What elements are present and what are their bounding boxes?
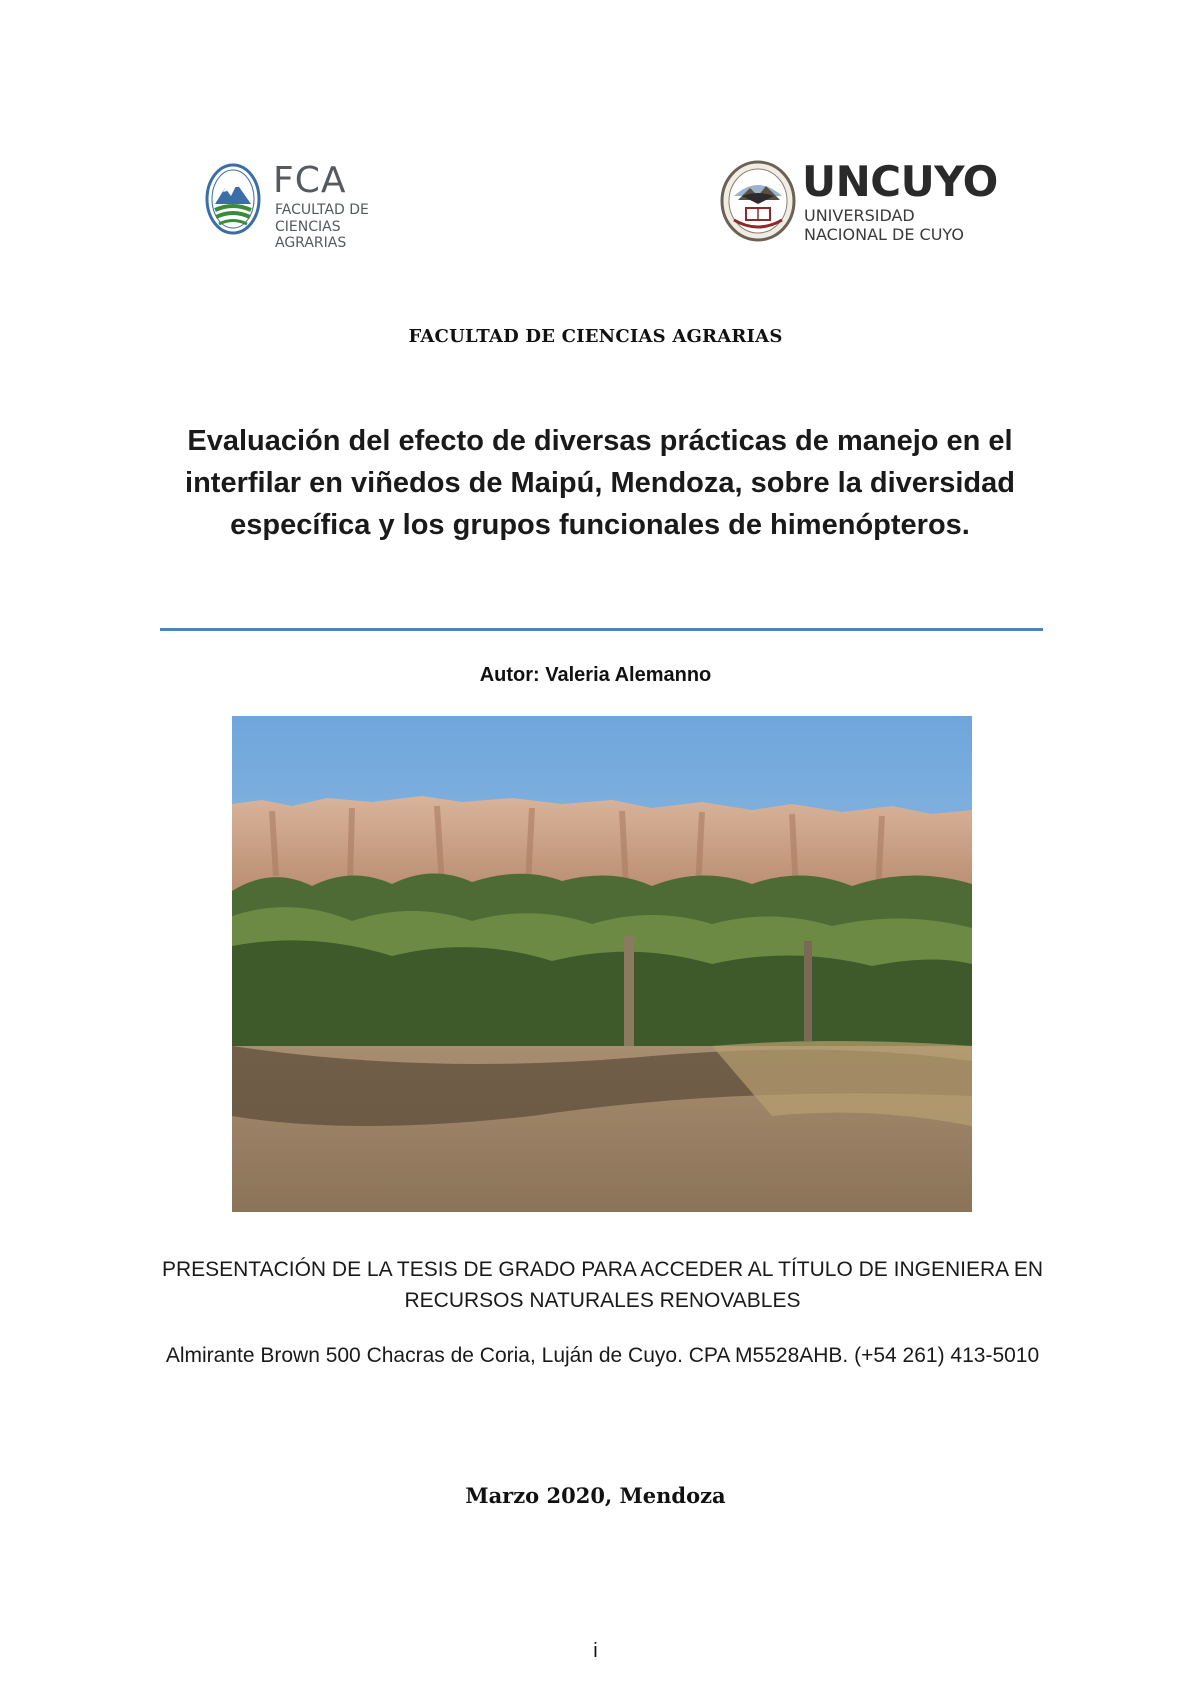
degree-statement: PRESENTACIÓN DE LA TESIS DE GRADO PARA ACCEDER AL TÍTULO DE INGENIERA EN RECURSOS NATURALES RENOVABLES <box>161 1258 1044 1312</box>
fca-abbreviation: FCA <box>273 160 347 201</box>
thesis-title: Evaluación del efecto de diversas prácticas de manejo en el interfilar en viñedos de Maipú, Mendoza, sobre la diversidad específica y los grupos funcionales de himenópteros. <box>185 425 1015 541</box>
cover-photo-vineyard <box>232 716 972 1212</box>
uncuyo-name-line2: NACIONAL DE CUYO <box>804 225 964 244</box>
uncuyo-seal-icon <box>720 160 796 242</box>
faculty-heading: FACULTAD DE CIENCIAS AGRARIAS <box>408 326 783 347</box>
fca-emblem-icon <box>205 162 261 236</box>
uncuyo-logo <box>720 155 1000 247</box>
title-divider <box>160 628 1043 631</box>
date-location: Marzo 2020, Mendoza <box>465 1483 726 1508</box>
author-line: Autor: Valeria Alemanno <box>479 664 712 686</box>
fca-name-line2: CIENCIAS AGRARIAS <box>275 219 347 251</box>
fca-logo <box>205 160 415 251</box>
faculty-address: Almirante Brown 500 Chacras de Coria, Luján de Cuyo. CPA M5528AHB. (+54 261) 413-5010 <box>165 1344 1040 1367</box>
uncuyo-abbreviation: UNCUYO <box>802 157 998 206</box>
page-number: i <box>593 1640 598 1662</box>
uncuyo-name-line1: UNIVERSIDAD <box>804 206 915 225</box>
fca-name-line1: FACULTAD DE <box>275 202 369 218</box>
